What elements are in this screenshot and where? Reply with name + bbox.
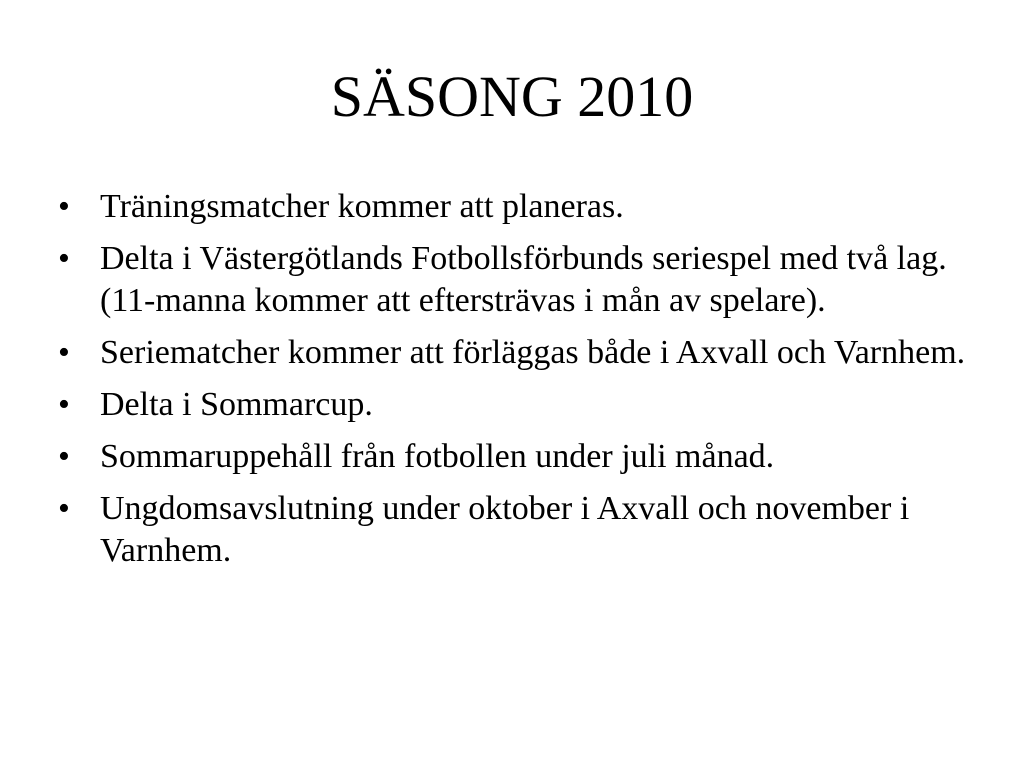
bullet-text: Delta i Sommarcup. xyxy=(100,386,373,423)
bullet-text: Ungdomsavslutning under oktober i Axvall och november i Varnhem. xyxy=(100,490,910,569)
bullet-item xyxy=(58,436,978,478)
bullet-icon: • xyxy=(58,240,70,277)
bullet-icon: • xyxy=(58,386,70,423)
bullet-item xyxy=(58,488,978,572)
bullet-item xyxy=(58,238,978,322)
bullet-list xyxy=(58,186,978,582)
bullet-text: Seriematcher kommer att förläggas både i Axvall och Varnhem. xyxy=(100,334,966,371)
bullet-icon: • xyxy=(58,188,70,225)
bullet-item xyxy=(58,384,978,426)
bullet-icon: • xyxy=(58,438,70,475)
bullet-text: Träningsmatcher kommer att planeras. xyxy=(100,188,624,225)
bullet-text: Sommaruppehåll från fotbollen under juli månad. xyxy=(100,438,775,475)
bullet-text: Delta i Västergötlands Fotbollsförbunds seriespel med två lag. (11-manna kommer att eftersträvas i mån av spelare). xyxy=(100,240,947,319)
bullet-item xyxy=(58,186,978,228)
bullet-icon: • xyxy=(58,334,70,371)
bullet-icon: • xyxy=(58,490,70,527)
bullet-item xyxy=(58,332,978,374)
slide-title: SÄSONG 2010 xyxy=(330,64,694,129)
